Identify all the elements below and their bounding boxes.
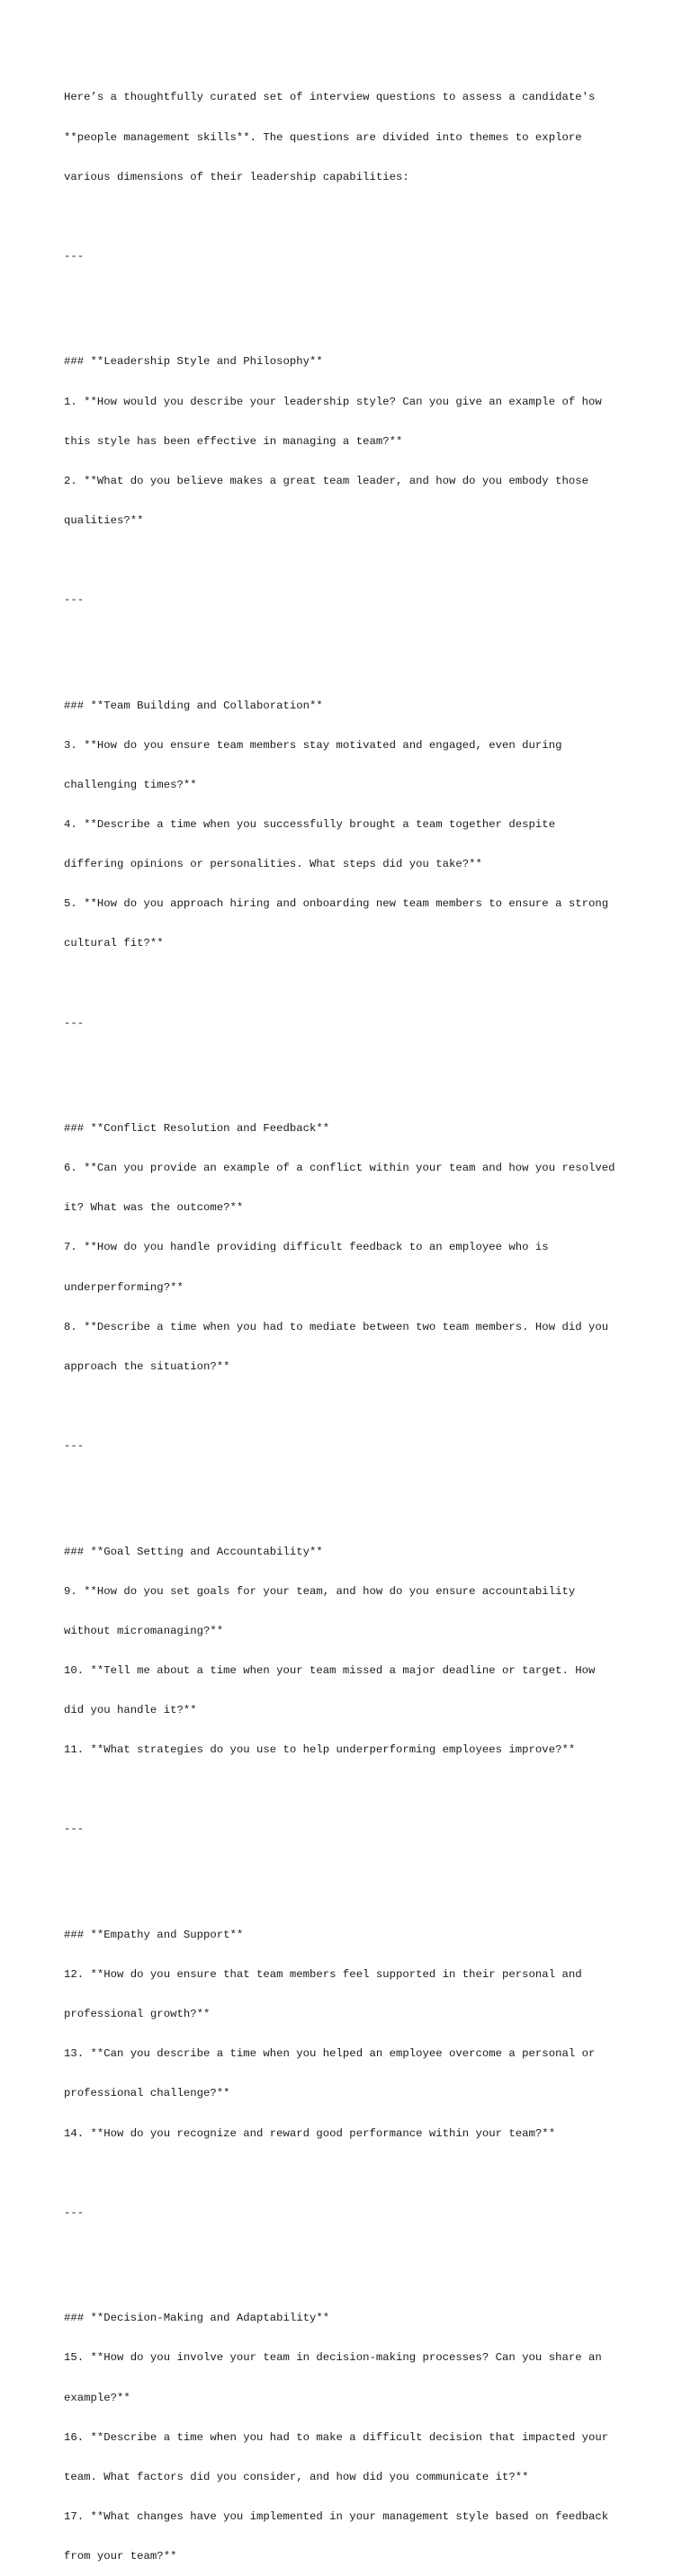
blank-line [64,976,658,990]
section-heading: ### **Team Building and Collaboration** [64,699,323,712]
separator: --- [64,593,85,607]
question-line: challenging times?** [64,778,197,791]
question-line: without micromanaging?** [64,1624,224,1637]
question-line: 8. **Describe a time when you had to mediate between two team members. How did you [64,1320,609,1333]
question-line: 13. **Can you describe a time when you helped an employee overcome a personal or [64,2047,596,2061]
question-line: 10. **Tell me about a time when your team missed a major deadline or target. How [64,1663,596,1677]
separator: --- [64,2206,85,2219]
separator: --- [64,1016,85,1030]
question-line: 9. **How do you set goals for your team, and how do you ensure accountability [64,1584,576,1598]
question-line: this style has been effective in managing a team?** [64,434,403,448]
question-line: 6. **Can you provide an example of a conflict within your team and how you resolved [64,1162,615,1175]
question-line: 4. **Describe a time when you successfully brought a team together despite [64,818,556,832]
document-page [64,65,658,2576]
separator: --- [64,1440,85,1453]
section-heading: ### **Conflict Resolution and Feedback** [64,1122,330,1136]
question-line: it? What was the outcome?** [64,1201,244,1215]
question-line: 12. **How do you ensure that team members feel supported in their personal and [64,1968,582,1982]
blank-line [64,1479,658,1493]
question-line: professional challenge?** [64,2087,230,2100]
question-line: 14. **How do you recognize and reward good performance within your team?** [64,2126,556,2140]
blank-line [64,1056,658,1070]
question-line: qualities?** [64,513,144,527]
blank-line [64,633,658,646]
blank-line [64,1862,658,1876]
blank-line [64,554,658,567]
blank-line [64,1400,658,1413]
section-heading: ### **Empathy and Support** [64,1928,244,1941]
question-line: team. What factors did you consider, and how did you communicate it?** [64,2470,529,2483]
section-heading: ### **Goal Setting and Accountability** [64,1545,323,1558]
question-line: underperforming?** [64,1280,184,1294]
blank-line [64,2167,658,2180]
section-heading: ### **Leadership Style and Philosophy** [64,355,323,369]
question-line: 5. **How do you approach hiring and onboarding new team members to ensure a strong [64,897,609,911]
question-line: 2. **What do you believe makes a great team leader, and how do you embody those [64,474,588,487]
blank-line [64,2246,658,2260]
blank-line [64,210,658,224]
question-line: example?** [64,2391,130,2404]
question-line: 1. **How would you describe your leadership style? Can you give an example of how [64,395,602,408]
question-line: 16. **Describe a time when you had to make a difficult decision that impacted your [64,2430,609,2444]
question-line: 3. **How do you ensure team members stay motivated and engaged, even during [64,738,562,752]
intro-line: various dimensions of their leadership capabilities: [64,170,409,183]
question-line: 17. **What changes have you implemented in your management style based on feedback [64,2509,609,2523]
question-line: cultural fit?** [64,937,164,950]
separator: --- [64,1823,85,1836]
question-line: did you handle it?** [64,1704,197,1717]
section-heading: ### **Decision-Making and Adaptability** [64,2312,330,2325]
question-line: differing opinions or personalities. What steps did you take?** [64,858,482,871]
question-line: 7. **How do you handle providing difficult feedback to an employee who is [64,1241,549,1254]
question-line: professional growth?** [64,2008,211,2021]
separator: --- [64,249,85,263]
question-line: from your team?** [64,2550,177,2563]
question-line: 11. **What strategies do you use to help underperforming employees improve?** [64,1743,576,1757]
question-line: approach the situation?** [64,1359,230,1373]
question-line: 15. **How do you involve your team in decision-making processes? Can you share an [64,2351,602,2365]
blank-line [64,290,658,303]
blank-line [64,1783,658,1796]
intro-line: Here’s a thoughtfully curated set of interview questions to assess a candidate's [64,91,596,104]
intro-line: **people management skills**. The questions are divided into themes to explore [64,130,582,144]
